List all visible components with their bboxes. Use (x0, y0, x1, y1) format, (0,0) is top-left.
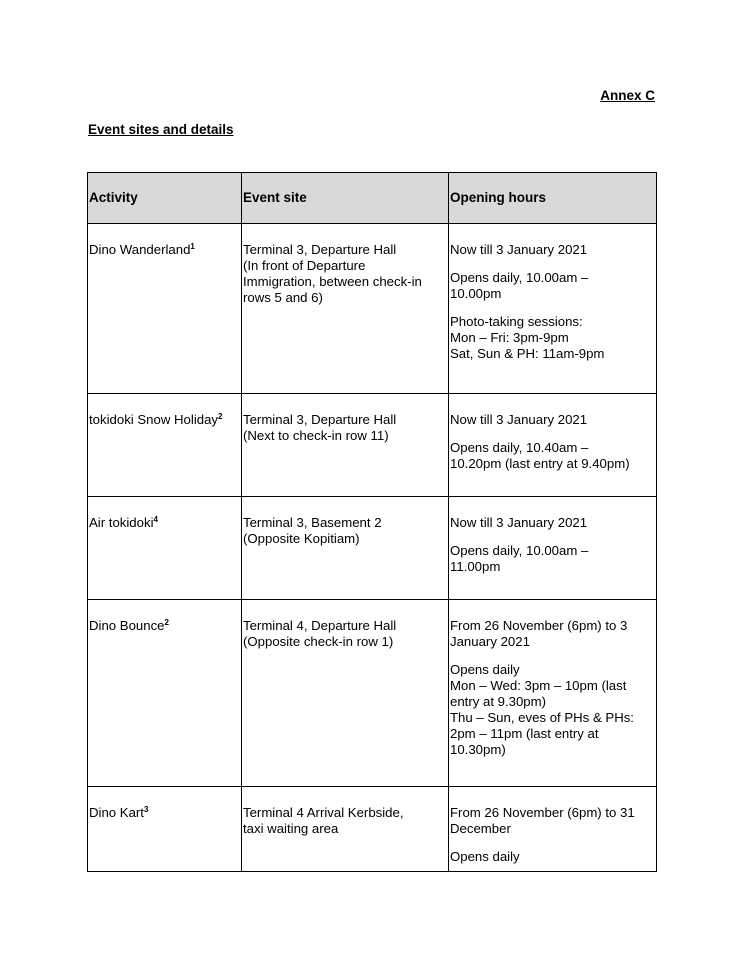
section-heading: Event sites and details (88, 122, 234, 137)
activity-cell (88, 600, 242, 787)
opening-hours-line: Thu – Sun, eves of PHs & PHs: (450, 710, 634, 725)
activity-cell (88, 497, 242, 600)
opening-hours-line: 10.30pm) (450, 742, 506, 757)
opening-hours-line: Mon – Fri: 3pm-9pm (450, 330, 569, 345)
header-activity: Activity (88, 173, 242, 224)
opening-hours-line: Now till 3 January 2021 (450, 412, 588, 427)
activity-cell (88, 787, 242, 872)
table-row (88, 497, 657, 600)
opening-hours-line: January 2021 (450, 634, 530, 649)
opening-hours-cell (449, 224, 657, 394)
opening-hours-line: Now till 3 January 2021 (450, 515, 588, 530)
footnote-marker: 3 (143, 805, 149, 814)
event-site-line: Terminal 3, Departure Hall (243, 242, 397, 257)
opening-hours-cell (449, 394, 657, 497)
opening-hours-line: Photo-taking sessions: (450, 314, 583, 329)
event-site-line: Immigration, between check-in (243, 274, 422, 289)
header-opening-hours: Opening hours (449, 173, 657, 224)
event-site-line: Terminal 4 Arrival Kerbside, (243, 805, 404, 820)
event-site-line: (Opposite Kopitiam) (243, 531, 360, 546)
annex-label: Annex C (600, 88, 655, 103)
event-site-cell (242, 394, 449, 497)
opening-hours-cell (449, 497, 657, 600)
activity-name: tokidoki Snow Holiday (89, 412, 219, 427)
footnote-marker: 2 (164, 618, 169, 627)
opening-hours-cell (449, 787, 657, 872)
opening-hours-line: Opens daily (450, 849, 520, 864)
event-site-line: Terminal 3, Basement 2 (243, 515, 382, 530)
opening-hours-line: 10.20pm (last entry at 9.40pm) (450, 456, 630, 471)
opening-hours-line: Opens daily, 10.40am – (450, 440, 589, 455)
opening-hours-line: Opens daily, 10.00am – (450, 270, 589, 285)
event-site-cell (242, 224, 449, 394)
opening-hours-line: entry at 9.30pm) (450, 694, 547, 709)
event-site-line: (Next to check-in row 11) (243, 428, 389, 443)
event-site-cell (242, 497, 449, 600)
table-row (88, 224, 657, 394)
event-sites-table (87, 172, 657, 872)
paragraph-gap (450, 650, 655, 662)
event-site-cell (242, 600, 449, 787)
table-row (88, 600, 657, 787)
opening-hours-line: Sat, Sun & PH: 11am-9pm (450, 346, 605, 361)
opening-hours-line: 2pm – 11pm (last entry at (450, 726, 599, 741)
paragraph-gap (450, 258, 655, 270)
opening-hours-line: From 26 November (6pm) to 31 (450, 805, 635, 820)
activity-name: Air tokidoki (89, 515, 154, 530)
paragraph-gap (450, 428, 655, 440)
activity-cell (88, 224, 242, 394)
opening-hours-line: Opens daily (450, 662, 520, 677)
table-row (88, 394, 657, 497)
opening-hours-line: December (450, 821, 511, 836)
opening-hours-cell (449, 600, 657, 787)
event-site-line: Terminal 3, Departure Hall (243, 412, 397, 427)
opening-hours-line: From 26 November (6pm) to 3 (450, 618, 628, 633)
paragraph-gap (450, 302, 655, 314)
table-header-row (88, 173, 657, 224)
activity-name: Dino Bounce (89, 618, 165, 633)
activity-name: Dino Wanderland (89, 242, 191, 257)
paragraph-gap (450, 531, 655, 543)
footnote-marker: 4 (153, 515, 158, 524)
footnote-marker: 1 (190, 242, 195, 251)
event-site-line: Terminal 4, Departure Hall (243, 618, 397, 633)
opening-hours-line: Mon – Wed: 3pm – 10pm (last (450, 678, 627, 693)
event-site-line: (Opposite check-in row 1) (243, 634, 394, 649)
paragraph-gap (450, 837, 655, 849)
opening-hours-line: 11.00pm (450, 559, 501, 574)
event-site-line: taxi waiting area (243, 821, 339, 836)
event-site-cell (242, 787, 449, 872)
opening-hours-line: 10.00pm (450, 286, 502, 301)
table-row (88, 787, 657, 872)
activity-cell (88, 394, 242, 497)
footnote-marker: 2 (218, 412, 223, 421)
event-site-line: (In front of Departure (243, 258, 366, 273)
header-event-site: Event site (242, 173, 449, 224)
opening-hours-line: Opens daily, 10.00am – (450, 543, 589, 558)
activity-name: Dino Kart (89, 805, 144, 820)
event-site-line: rows 5 and 6) (243, 290, 323, 305)
opening-hours-line: Now till 3 January 2021 (450, 242, 588, 257)
